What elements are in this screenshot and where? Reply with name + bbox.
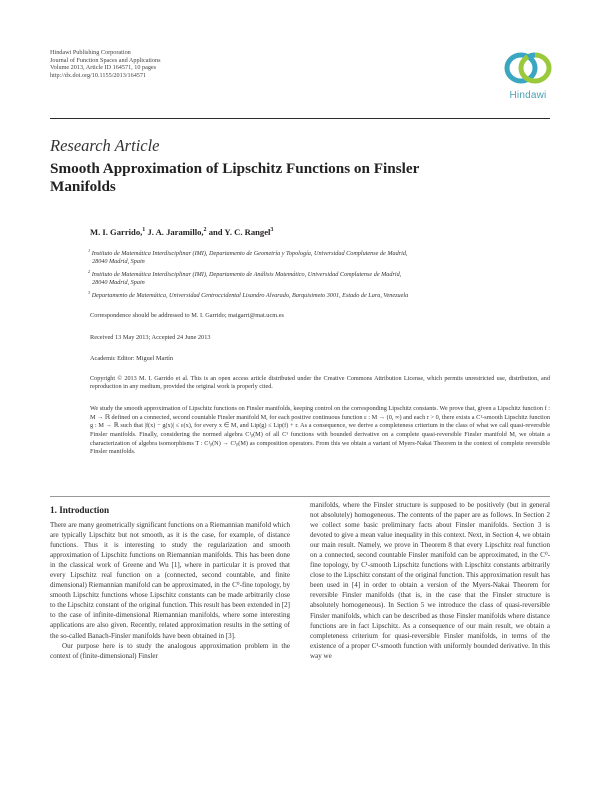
affiliation-sup: 2 [88, 268, 91, 274]
correspondence: Correspondence should be addressed to M. I. Garrido; maigarri@mat.ucm.es [90, 312, 284, 319]
left-column [50, 520, 290, 661]
affiliation-line: Departamento de Matemática, Universidad Centroccidental Lisandro Alvarado, Barquisimeto 3001, Estado de Lara, Venezuela [91, 292, 409, 299]
affiliation [88, 289, 550, 300]
paragraph: Our purpose here is to study the analogous approximation problem in the context of (finite-dimensional) Finsler [50, 641, 290, 660]
journal-name: Journal of Function Spaces and Applications [50, 56, 161, 64]
journal-header [50, 49, 161, 79]
author-sup: 2 [203, 227, 207, 234]
volume-info: Volume 2013, Article ID 164571, 10 pages [50, 64, 157, 72]
author-name: M. I. Garrido, [90, 227, 143, 237]
section-rule [50, 496, 550, 497]
affiliation-sup: 3 [88, 289, 91, 295]
affiliation-sup: 1 [88, 247, 91, 253]
article-title: Smooth Approximation of Lipschitz Functions on Finsler Manifolds [50, 160, 420, 195]
author-list [90, 227, 273, 237]
right-column [310, 500, 550, 661]
paragraph: manifolds, where the Finsler structure is supposed to be positively (but in general not absolutely) homogeneous. The contents of the paper are as follows. In Section 2 we collect some basic preliminary facts about Finsler manifolds. Section 3 is devoted to give a mean value inequality in this context. Next, in Section 4, we obtain our main result. Namely, we prove in Theorem 8 that every Lipschitz real function on a connected, second countable Finsler manifold can be approximated, in the C⁰-fine topology, by C¹-smooth Lipschitz functions with Lipschitz constants arbitrarily close to the Lipschitz constant of the original function. This approximation result has been used in [4] in order to obtain a version of the Myers-Nakai Theorem for reversible Finsler manifolds (that is, in the case that the Finsler structure is absolutely homogeneous). In Section 5 we introduce the class of quasi-reversible Finsler manifolds, which can be described as those Finsler manifolds where distance functions are in fact Lipschitz. As a consequence of our main result, we obtain a completeness criterium for quasi-reversible Finsler manifolds, in terms of the existence of a proper C¹-smooth function with uniformly bounded derivative. In this way we [310, 501, 550, 660]
article-type: Research Article [50, 136, 160, 155]
section-heading: 1. Introduction [50, 505, 110, 515]
affiliation [88, 268, 550, 288]
affiliation-line: 28040 Madrid, Spain [92, 279, 145, 287]
author-sup: 1 [142, 227, 146, 234]
header-rule [50, 118, 550, 119]
publisher: Hindawi Publishing Corporation [50, 49, 131, 56]
author-name: J. A. Jaramillo, [145, 227, 204, 237]
affiliation-line: Instituto de Matemática Interdisciplinar (IMI), Departamento de Geometría y Topología, Universidad Complutense de Madrid, [91, 250, 408, 257]
affiliation-line: Instituto de Matemática Interdisciplinar (IMI), Departamento de Análisis Matemático, Universidad Complutense de Madrid, [91, 271, 402, 278]
author-name: and Y. C. Rangel [206, 227, 271, 237]
paragraph: There are many geometrically significant functions on a Riemannian manifold which are typically Lipschitz but not smooth, as it is the case, for example, of distance functions. Thus it is interesting to study the regularization and smooth approximation of Lipschitz functions on Riemannian manifolds. This has been done in the classical work of Greene and Wu [1], where in particular it is proved that every Lipschitz real function on a (connected, second countable, and finite dimensional) Riemannian manifold can be approximated, in the C⁰-fine topology, by smooth Lipschitz functions whose Lipschitz constants can be made arbitrarily close to the Lipschitz constant of the original function. This result has been extended in [2] to the case of infinite-dimensional Riemannian manifolds, where some interesting applications are also given. Recently, related approximation results in the setting of the so-called Banach-Finsler manifolds have been obtained in [3]. [50, 521, 290, 640]
received-dates: Received 13 May 2013; Accepted 24 June 2013 [90, 334, 211, 341]
affiliation [88, 247, 550, 267]
doi-link[interactable]: http://dx.doi.org/10.1155/2013/164571 [50, 71, 147, 79]
author-sup: 3 [270, 227, 274, 234]
academic-editor: Academic Editor: Miguel Martín [90, 355, 174, 362]
affiliation-line: 28040 Madrid, Spain [92, 258, 145, 266]
copyright-notice: Copyright © 2013 M. I. Garrido et al. This is an open access article distributed under the Creative Commons Attribution License, which permits unrestricted use, distribution, and reproduction in any medium, provided the original work is properly cited. [90, 375, 550, 391]
hindawi-logo-text: Hindawi [509, 90, 547, 101]
abstract: We study the smooth approximation of Lipschitz functions on Finsler manifolds, keeping control on the corresponding Lipschitz constants. We prove that, given a Lipschitz function f : M → ℝ defined on a connected, second countable Finsler manifold M, for each positive continuous function ε : M → (0, ∞) and each r > 0, there exists a C¹-smooth Lipschitz function g : M → ℝ such that |f(x) − g(x)| ≤ ε(x), for every x ∈ M, and Lip(g) ≤ Lip(f) + r. As a consequence, we derive a completeness criterium in the class of what we call quasi-reversible Finsler manifolds. Finally, considering the normed algebra C¹ᵦ(M) of all C¹ functions with bounded derivative on a complete quasi-reversible Finsler manifold M, we obtain a characterization of algebra isomorphisms T : C¹ᵦ(N) → C¹ᵦ(M) as composition operators. From this we obtain a variant of Myers-Nakai Theorem in the context of complete reversible Finsler manifolds. [90, 405, 550, 456]
